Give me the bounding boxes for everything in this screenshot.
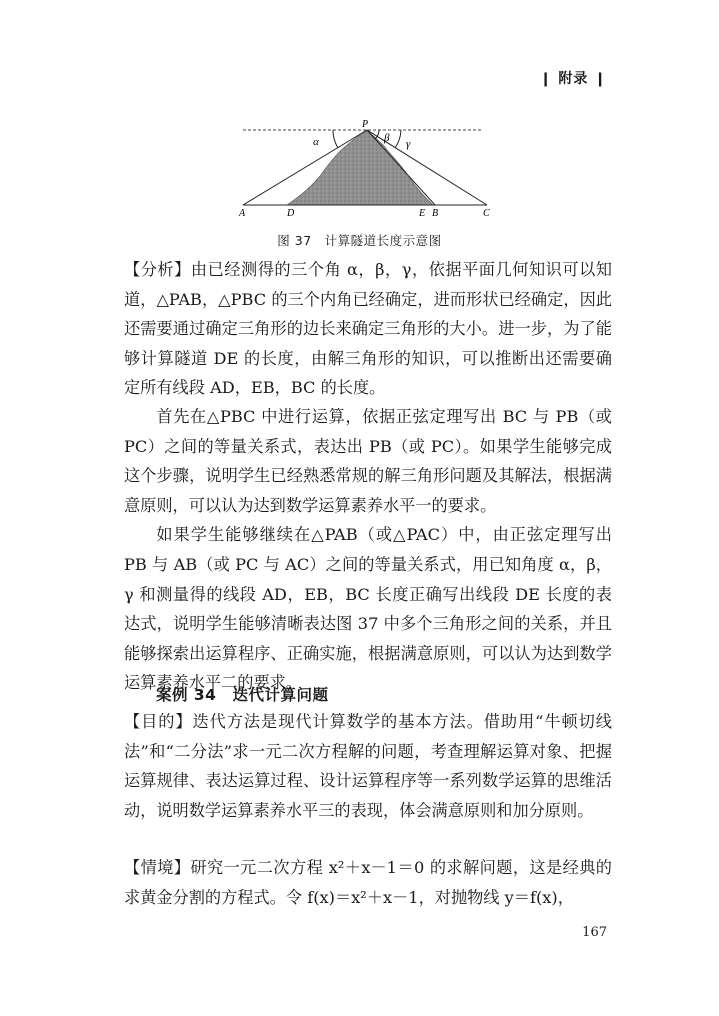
purpose-section [124, 707, 612, 825]
label-E: E [419, 208, 426, 219]
angle-alpha-arc [333, 130, 338, 148]
label-D: D [287, 208, 295, 219]
page-number: 167 [582, 925, 607, 940]
header-bar-right: ❙ [594, 71, 607, 87]
purpose-paragraph: 【目的】迭代方法是现代计算数学的基本方法。借助用“牛顿切线法”和“二分法”求一元二次方程解的问题，考查理解运算对象、把握运算规律、表达运算过程、设计运算程序等一系列数学运算的思维活动，说明数学运算素养水平三的表现，体会满意原则和加分原则。 [124, 712, 612, 820]
header-section: 附录 [558, 71, 589, 87]
solution-section [124, 402, 612, 698]
level-two-paragraph: 如果学生能够继续在△PAB（或△PAC）中，由正弦定理写出 PB 与 AB（或 PC 与 AC）之间的等量关系式，用已知角度 α，β，γ 和测量得的线段 AD，EB，BC 长度正确写出线段 DE 长度的表达式，说明学生能够清晰表达图 37 中多个三角形之间的关系，并且能够探索出运算程序、正确实施，根据满意原则，可以认为达到数学运算素养水平二的要求。 [124, 525, 612, 693]
label-A: A [239, 208, 246, 219]
situation-paragraph: 【情境】研究一元二次方程 x²＋x－1＝0 的求解问题，这是经典的求黄金分割的方程式。令 f(x)＝x²＋x－1，对抛物线 y＝f(x)， [124, 858, 612, 907]
label-gamma: γ [406, 138, 411, 150]
case-heading: 案例 34 迭代计算问题 [156, 686, 329, 704]
mountain-shape [287, 131, 433, 205]
label-B: B [432, 208, 439, 219]
figure-caption: 图 37 计算隧道长度示意图 [277, 233, 442, 248]
situation-section [124, 853, 612, 912]
label-C: C [483, 208, 490, 219]
label-alpha: α [313, 136, 319, 148]
label-beta: β [384, 132, 390, 144]
label-P: P [362, 119, 369, 130]
header-bar-left: ❙ [539, 71, 553, 87]
level-one-paragraph: 首先在△PBC 中进行运算，依据正弦定理写出 BC 与 PB（或 PC）之间的等量关系式，表达出 PB（或 PC）。如果学生能够完成这个步骤，说明学生已经熟悉常规的解三角形问题及其解法，根据满意原则，可以认为达到数学运算素养水平一的要求。 [124, 407, 612, 515]
analysis-paragraph: 【分析】由已经测得的三个角 α，β，γ，依据平面几何知识可以知道，△PAB，△PBC 的三个内角已经确定，进而形状已经确定，因此还需要通过确定三角形的边长来确定三角形的大小。进一步，为了能够计算隧道 DE 的长度，由解三角形的知识，可以推断出还需要确定所有线段 AD，EB，BC 的长度。 [124, 260, 612, 398]
analysis-section [124, 255, 612, 403]
angle-gamma-arc [395, 130, 401, 148]
tunnel-diagram [0, 0, 719, 250]
